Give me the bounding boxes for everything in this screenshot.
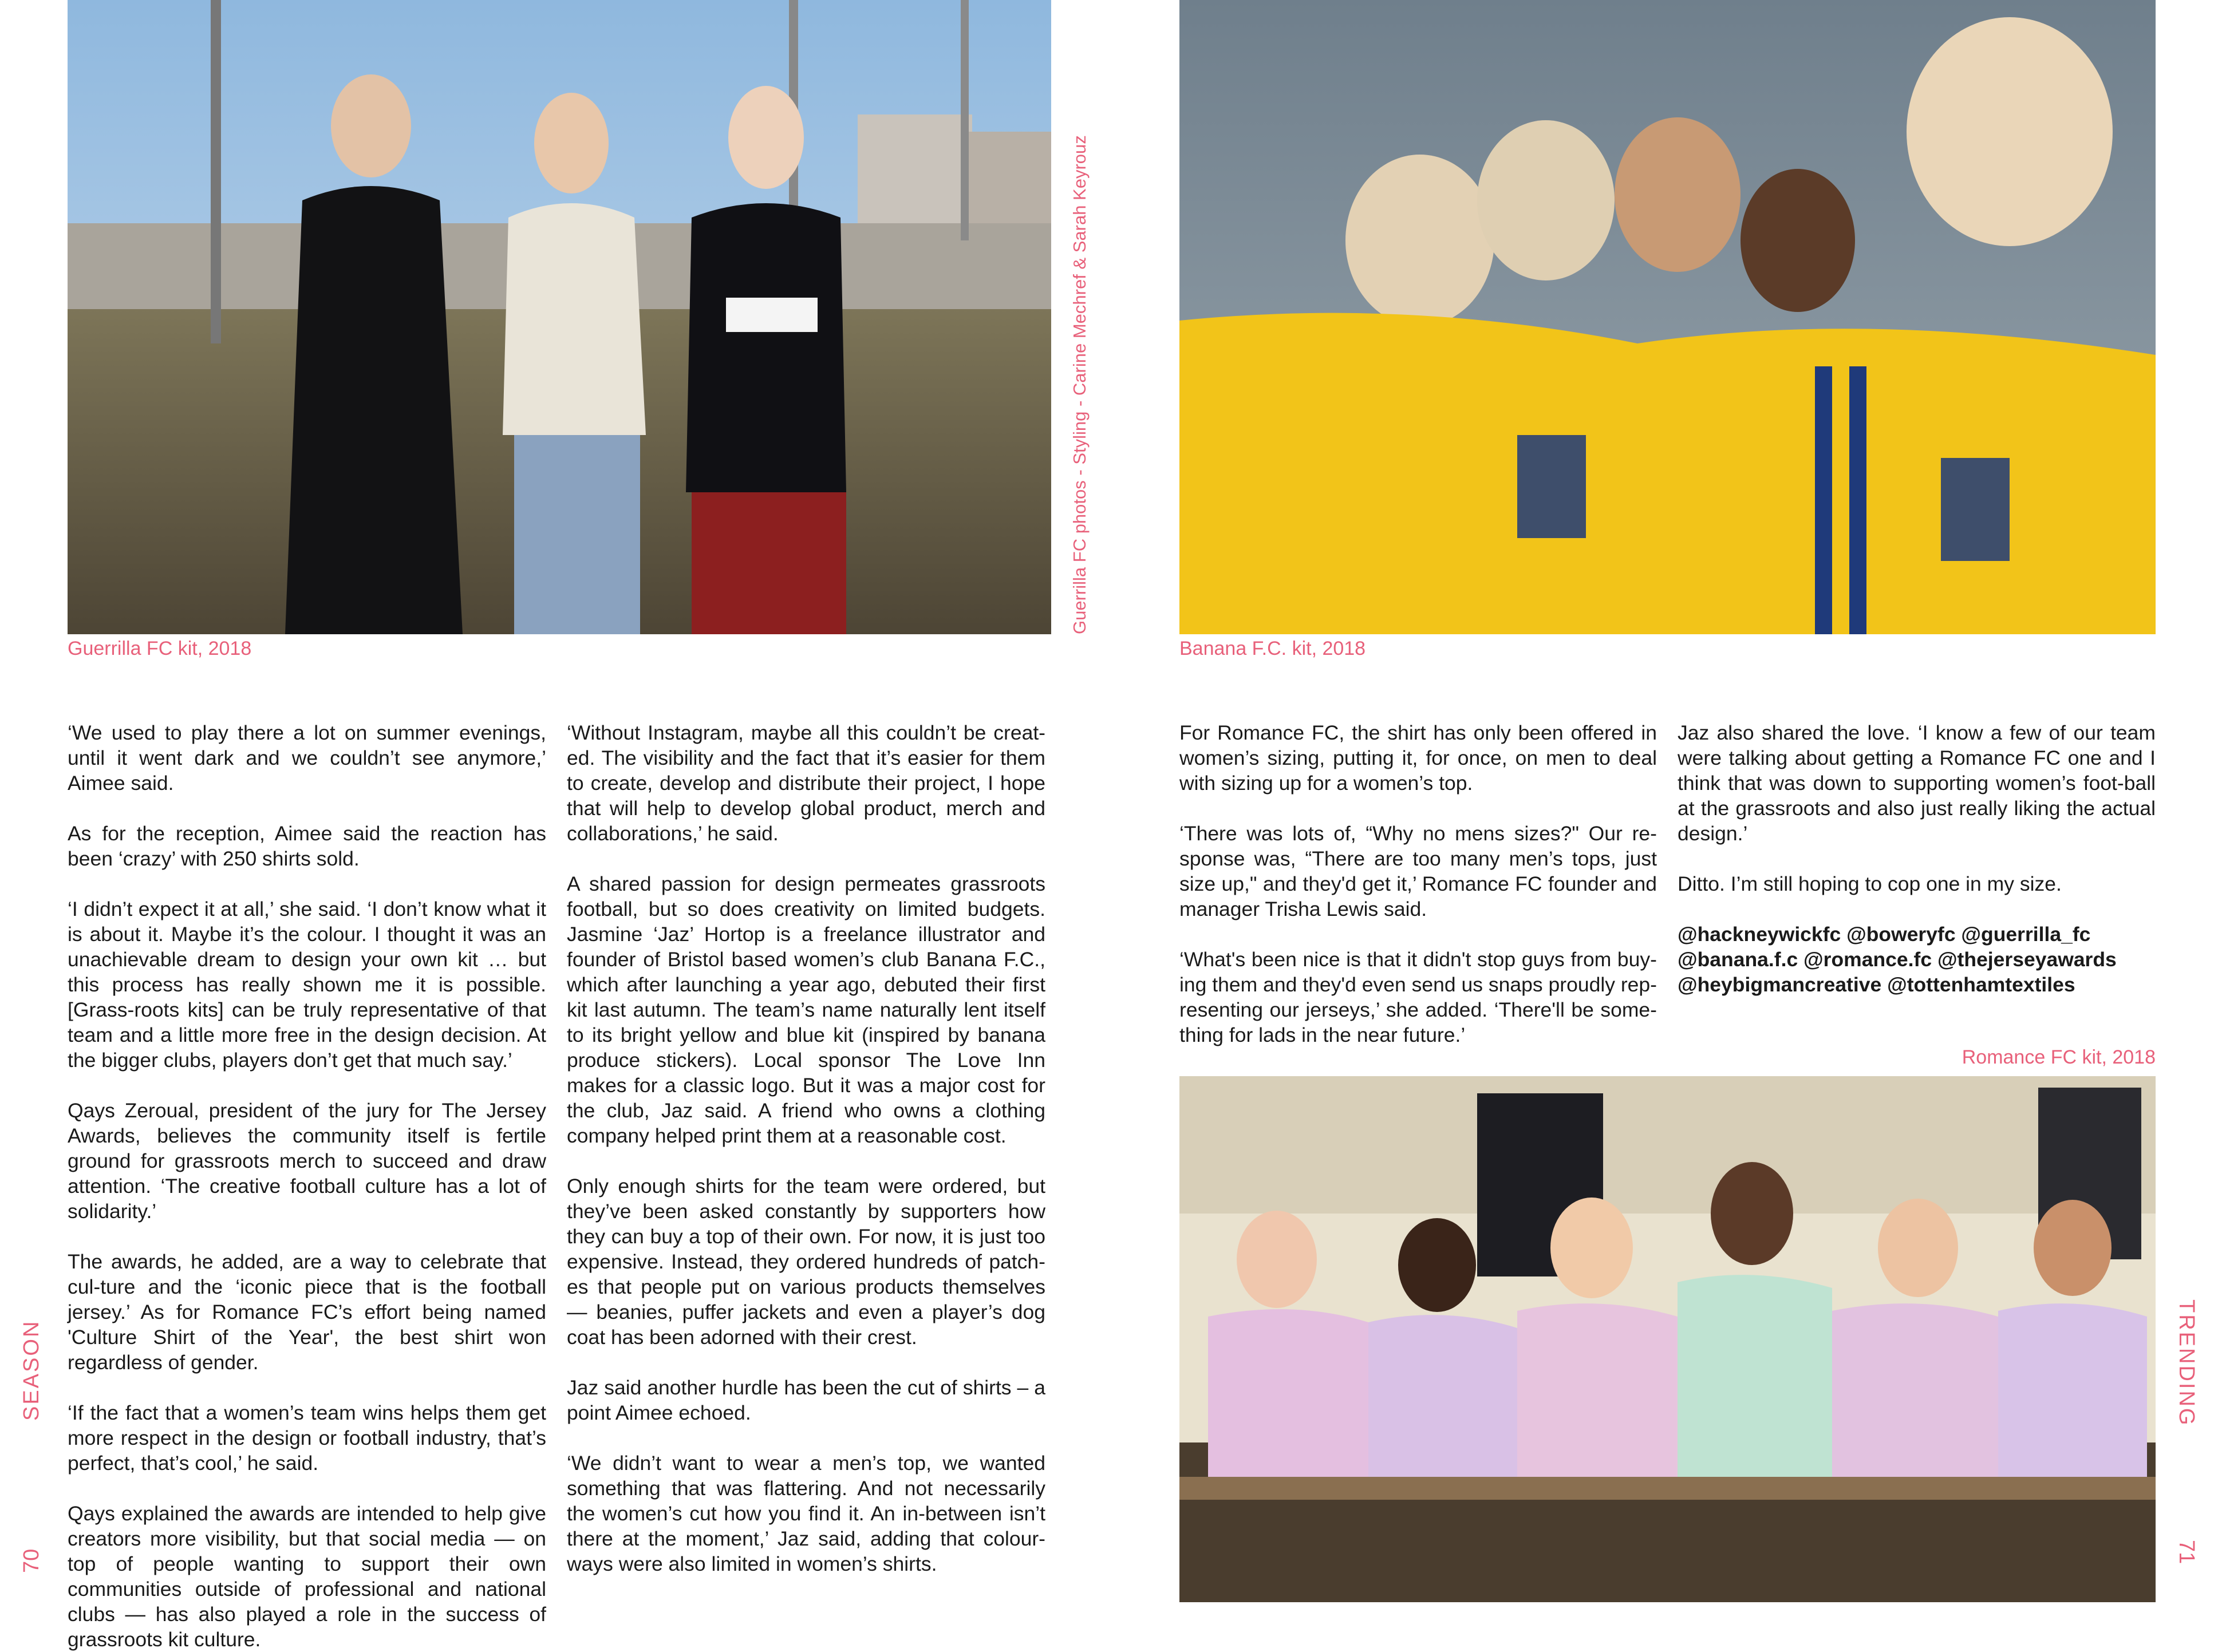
paragraph: Qays explained the awards are intended to help give creators more visibility, but that social media — on top of people wanting to support their own communities outside of professional and national clubs — has also played a role in the success of grassroots kit culture. bbox=[68, 1502, 546, 1651]
banana-photo-caption: Banana F.C. kit, 2018 bbox=[1179, 638, 1366, 659]
paragraph: Qays Zeroual, president of the jury for The Jersey Awards, believes the community itself is fertile ground for grassroots merch to succeed and draw attention. ‘The creative football culture has a lot of solidarity.’ bbox=[68, 1099, 546, 1223]
guerrilla-fc-photo bbox=[68, 0, 1051, 634]
paragraph: As for the reception, Aimee said the reaction has been ‘crazy’ with 250 shirts sold. bbox=[68, 822, 546, 870]
left-column-1 bbox=[68, 720, 546, 1652]
paragraph: Only enough shirts for the team were ordered, but they’ve been asked constantly by supporters how they can buy a top of their own. For now, it is just too expensive. Instead, they ordered hundreds of patch-es that people put on various products themselves — beanies, puffer jackets and even a player’s dog coat has been adorned with their crest. bbox=[567, 1175, 1045, 1349]
handles-line: @hackneywickfc @boweryfc @guerrilla_fc bbox=[1678, 923, 2091, 946]
paragraph: ‘We didn’t want to wear a men’s top, we wanted something that was flattering. And not necessarily the women’s cut how you find it. An in-between isn’t there at the moment,’ Jaz said, adding that colour-ways were also limited in women’s shirts. bbox=[567, 1452, 1045, 1575]
handles-line: @heybigmancreative @tottenhamtextiles bbox=[1678, 973, 2075, 996]
guerrilla-photo-caption: Guerrilla FC kit, 2018 bbox=[68, 638, 252, 659]
paragraph: ‘We used to play there a lot on summer evenings, until it went dark and we couldn’t see anymore,’ Aimee said. bbox=[68, 721, 546, 795]
paragraph: The awards, he added, are a way to celebrate that cul-ture and the ‘iconic piece that is the football jersey.’ As for Romance FC’s effort being named 'Culture Shirt of the Year', the best shirt won regardless of gender. bbox=[68, 1250, 546, 1374]
paragraph: ‘There was lots of, “Why no mens sizes?" Our re-sponse was, “There are too many men’s tops, just size up," and they'd get it,’ Romance FC founder and manager Trisha Lewis said. bbox=[1179, 822, 1657, 920]
paragraph: For Romance FC, the shirt has only been offered in women’s sizing, putting it, for once, on men to deal with sizing up for a women’s top. bbox=[1179, 721, 1657, 795]
left-column-2 bbox=[567, 720, 1045, 1576]
paragraph: Jaz said another hurdle has been the cut of shirts – a point Aimee echoed. bbox=[567, 1376, 1045, 1424]
paragraph: ‘Without Instagram, maybe all this couldn’t be creat-ed. The visibility and the fact that it’s easier for them to create, develop and distribute their project, I hope that will help to develop global product, merch and collaborations,’ he said. bbox=[567, 721, 1045, 845]
section-label-season: SEASON bbox=[19, 1319, 44, 1421]
paragraph: ‘What's been nice is that it didn't stop guys from buy-ing them and they'd even send us snaps proudly rep-resenting our jerseys,’ she added. ‘There'll be some-thing for lads in the near future.’ bbox=[1179, 948, 1657, 1046]
romance-photo-caption: Romance FC kit, 2018 bbox=[1962, 1046, 2156, 1068]
romance-fc-photo bbox=[1179, 1076, 2156, 1602]
handles-line: @banana.f.c @romance.fc @thejerseyawards bbox=[1678, 948, 2117, 971]
social-handles bbox=[1678, 922, 2156, 997]
page-number-left: 70 bbox=[19, 1548, 44, 1573]
paragraph: A shared passion for design permeates grassroots football, but so does creativity on limited budgets. Jasmine ‘Jaz’ Hortop is a freelance illustrator and founder of Bristol based women’s club Banana F.C., which after launching a year ago, debuted their first kit last autumn. The team’s name naturally lent itself to its bright yellow and blue kit (inspired by banana produce stickers). Local sponsor The Love Inn makes for a classic logo. But it was a major cost for the club, Jaz said. A friend who owns a clothing company helped print them at a reasonable cost. bbox=[567, 872, 1045, 1147]
right-column-2 bbox=[1678, 720, 2156, 997]
paragraph: Ditto. I’m still hoping to cop one in my size. bbox=[1678, 872, 2062, 895]
photo-credit: Guerrilla FC photos - Styling - Carine Mechref & Sarah Keyrouz bbox=[1069, 135, 1090, 634]
right-column-1 bbox=[1179, 720, 1657, 1048]
paragraph: Jaz also shared the love. ‘I know a few of our team were talking about getting a Romance FC one and I think that was down to supporting women’s foot-ball at the grassroots and also just really liking the actual design.’ bbox=[1678, 721, 2156, 845]
page-number-right: 71 bbox=[2174, 1540, 2199, 1564]
paragraph: ‘I didn’t expect it at all,’ she said. ‘I don’t know what it is about it. Maybe it’s the colour. I thought it was an unachievable dream to design your own kit … but this process has really shown me it is possible. [Grass-roots kits] can be truly representative of that team and a little more free in the design decision. At the bigger clubs, players don’t get that much say.’ bbox=[68, 898, 546, 1072]
banana-fc-photo bbox=[1179, 0, 2156, 634]
section-label-trending: TRENDING bbox=[2174, 1299, 2199, 1427]
paragraph: ‘If the fact that a women’s team wins helps them get more respect in the design or football industry, that’s perfect, that’s cool,’ he said. bbox=[68, 1401, 546, 1475]
